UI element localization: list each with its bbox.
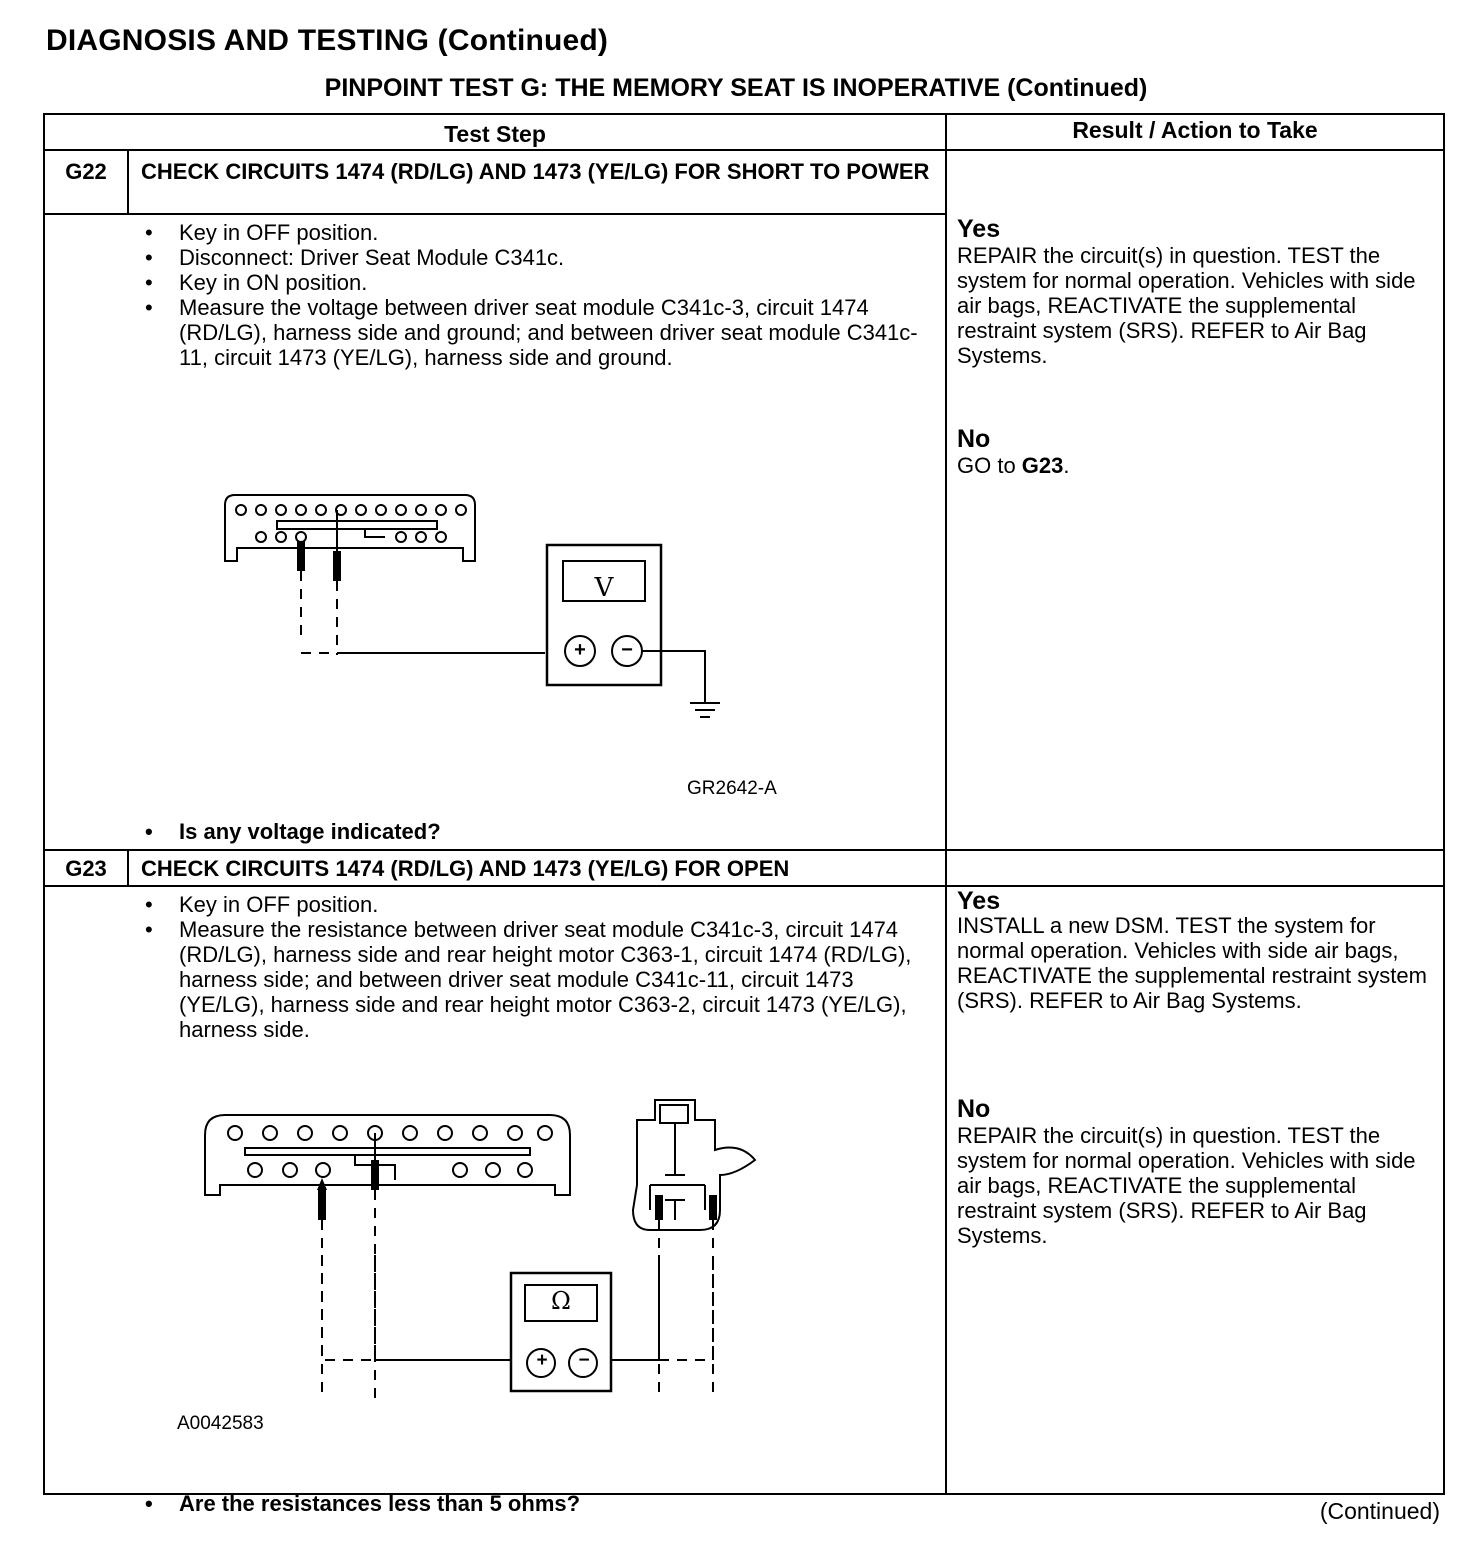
page-title: DIAGNOSIS AND TESTING (Continued) [46,24,609,57]
column-divider [945,115,947,1495]
step-question-g23: • Are the resistances less than 5 ohms? [141,1491,1472,1517]
step-title-g22: CHECK CIRCUITS 1474 (RD/LG) AND 1473 (YE/LG) FOR SHORT TO POWER [141,159,930,184]
result-no-prefix: GO to [957,453,1022,478]
g23-id-divider [127,849,129,885]
header-divider-left [45,149,945,151]
header-test-step: Test Step [444,121,546,147]
header-result-action: Result / Action to Take [1072,117,1318,143]
g23-title-divider [45,885,1445,887]
step-id-g23: G23 [65,856,107,881]
g22-id-divider [127,149,129,213]
meter-minus-label: − [621,639,633,661]
result-yes-text-g23: INSTALL a new DSM. TEST the system for normal operation. Vehicles with side air bags, REACTIVATE the supplemental restraint system (SRS). REFER to Air Bag Systems. [957,913,1427,1013]
result-no-text-g22 [957,453,1070,478]
voltmeter-symbol: V [594,573,614,603]
meter-plus-label: + [536,1350,548,1371]
list-item: • Key in ON position. [141,270,921,295]
ohmmeter-symbol: Ω [551,1287,571,1315]
result-no-label-g22: No [957,425,991,453]
result-yes-label-g23: Yes [957,887,1001,915]
meter-plus-label: + [574,639,586,661]
goto-step-link: G23 [1021,453,1064,478]
figure-id-g23: A0042583 [177,1413,264,1434]
result-no-label-g23: No [957,1095,991,1123]
header-divider-right [945,149,1445,151]
row-divider [45,849,1445,851]
result-yes-text-g22: REPAIR the circuit(s) in question. TEST the system for normal operation. Vehicles with side air bags, REACTIVATE the supplemental restraint system (SRS). REFER to Air Bag Systems. [957,243,1416,368]
list-item: • Measure the voltage between driver seat module C341c-3, circuit 1474 (RD/LG), harness side and ground; and between driver seat module C341c-11, circuit 1473 (YE/LG), harness side and ground. [141,295,921,370]
list-item: • Measure the resistance between driver seat module C341c-3, circuit 1474 (RD/LG), harness side and rear height motor C363-1, circuit 1474 (RD/LG), harness side; and between driver seat module C341c-11, circuit 1473 (YE/LG), harness side and rear height motor C363-2, circuit 1473 (YE/LG), harness side. [141,917,921,1042]
step-id-g22: G22 [65,159,107,184]
step-question-g22: • Is any voltage indicated? [141,819,1472,845]
list-item: • Key in OFF position. [141,892,921,917]
step-bullets-g22 [141,220,921,370]
figure-id-g22: GR2642-A [687,778,777,799]
table-title: PINPOINT TEST G: THE MEMORY SEAT IS INOPERATIVE (Continued) [324,74,1148,102]
continued-label: (Continued) [1319,1498,1440,1524]
meter-minus-label: − [578,1350,590,1371]
step-bullets-g23 [141,892,921,1042]
ohmmeter-wiring [195,1255,775,1425]
g22-title-divider [45,213,945,215]
result-yes-label-g22: Yes [957,215,1001,243]
result-no-suffix: . [1063,453,1070,478]
step-title-g23: CHECK CIRCUITS 1474 (RD/LG) AND 1473 (YE/LG) FOR OPEN [141,856,790,881]
list-item: • Disconnect: Driver Seat Module C341c. [141,245,921,270]
list-item: • Key in OFF position. [141,220,921,245]
voltmeter-diagram [205,485,765,765]
result-no-text-g23: REPAIR the circuit(s) in question. TEST the system for normal operation. Vehicles with side air bags, REACTIVATE the supplemental restraint system (SRS). REFER to Air Bag Systems. [957,1123,1416,1248]
